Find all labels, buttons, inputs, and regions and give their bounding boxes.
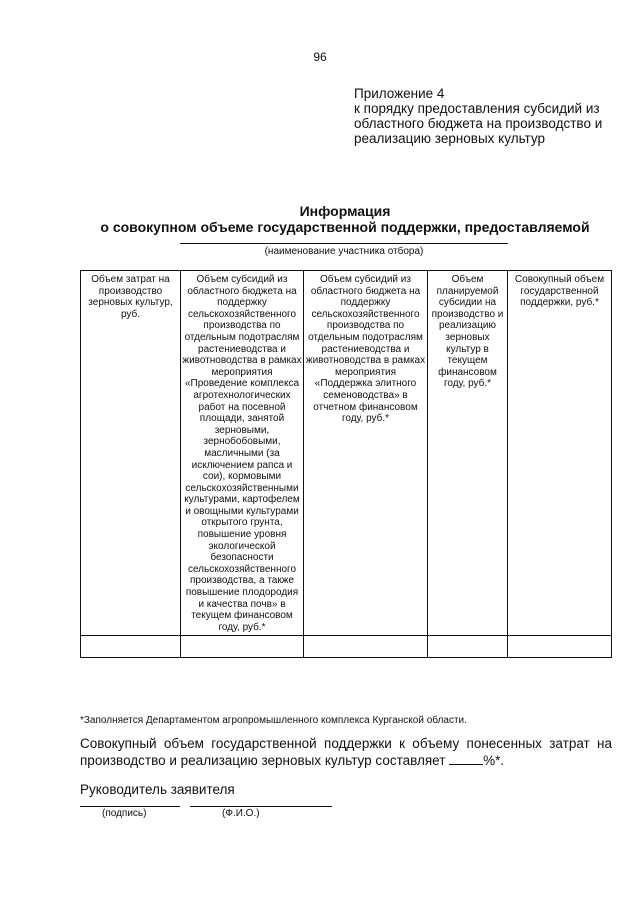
summary-text: Совокупный объем государственной поддержки к объему понесенных затрат на производство и реализацию зерновых культур составляет — [80, 736, 612, 768]
col-header-agrotech-subsidy: Объем субсидий из областного бюджета на поддержку сельскохозяйственного производства по отдельным подотраслям растениеводства и животноводства в рамках мероприятия «Проведение комплекса агротехнологических работ на посевной площади, занятой зерновыми, зернобобовыми, масличными (за исключением рапса и сои), кормовыми сельскохозяйственными культурами, картофелем и овощными культурами открытого грунта, повышение уровня экологической безопасности сельскохозяйственного производства, а также повышение плодородия и качества почв» в текущем финансовом году, руб.* — [181, 271, 304, 636]
col-header-costs: Объем затрат на производство зерновых культур, руб. — [81, 271, 181, 636]
table-row — [81, 636, 612, 658]
table-cell[interactable] — [304, 636, 428, 658]
signature-caption: (подпись) — [102, 808, 147, 819]
percentage-blank[interactable] — [449, 752, 483, 765]
document-title: Информация — [299, 203, 391, 219]
footnote: *Заполняется Департаментом агропромышленного комплекса Курганской области. — [80, 715, 467, 726]
appendix-title: Приложение 4 — [354, 86, 445, 101]
full-name-caption: (Ф.И.О.) — [222, 808, 260, 819]
support-table — [80, 270, 612, 658]
table-cell[interactable] — [181, 636, 304, 658]
table-header-row — [81, 271, 612, 636]
participant-name-caption: (наименование участника отбора) — [264, 246, 424, 257]
document-subtitle: о совокупном объеме государственной поддержки, предоставляемой — [100, 219, 590, 235]
appendix-description: к порядку предоставления субсидий из областного бюджета на производство и реализацию зерновых культур — [354, 101, 603, 146]
appendix-block — [354, 86, 624, 146]
table-cell[interactable] — [81, 636, 181, 658]
col-header-planned-subsidy: Объем планируемой субсидии на производство и реализацию зерновых культур в текущем финансовом году, руб.* — [428, 271, 508, 636]
full-name-line[interactable] — [190, 806, 332, 807]
head-label: Руководитель заявителя — [80, 782, 235, 797]
signature-line[interactable] — [80, 806, 180, 807]
table-cell[interactable] — [428, 636, 508, 658]
summary-suffix: %*. — [483, 753, 505, 768]
participant-name-line[interactable] — [180, 243, 508, 244]
table-cell[interactable] — [508, 636, 612, 658]
col-header-seed-subsidy: Объем субсидий из областного бюджета на поддержку сельскохозяйственного производства по отдельным подотраслям растениеводства и животноводства в рамках мероприятия «Поддержка элитного семеноводства» в отчетном финансовом году, руб.* — [304, 271, 428, 636]
col-header-total-support: Совокупный объем государственной поддержки, руб.* — [508, 271, 612, 636]
summary-statement — [80, 735, 612, 769]
page-number: 96 — [313, 50, 327, 64]
